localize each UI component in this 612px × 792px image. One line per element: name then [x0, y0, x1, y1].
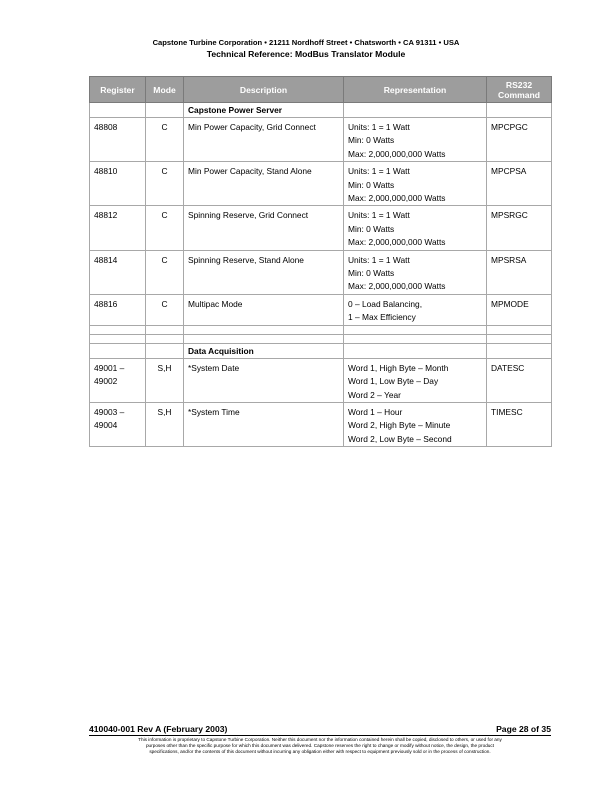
table-row: [90, 250, 552, 294]
cell-line: Word 2, High Byte – Minute: [348, 420, 451, 431]
command-cell: DATESC: [487, 358, 552, 402]
column-header-rs232-command: [487, 77, 552, 103]
cell-line: Units: 1 = 1 Watt: [348, 210, 410, 221]
proprietary-notice: [89, 737, 551, 756]
cell-line: 48814: [94, 254, 118, 265]
description-cell: Min Power Capacity, Grid Connect: [184, 118, 344, 162]
notice-line: This information is proprietary to Capstone Turbine Corporation. Neither this document nor the information contained herein shall be copied, disclosed to others, or used for any: [138, 737, 502, 742]
section-row-data-acquisition: [90, 343, 552, 358]
page-number: Page 28 of 35: [496, 724, 551, 734]
table-row: [90, 206, 552, 250]
mode-cell: C: [146, 294, 184, 325]
notice-line: specifications, and/or the contents of this document without incurring any obligation either with respect to equipment previously sold or in the process of construction.: [149, 749, 491, 755]
cell-line: 49003 –: [94, 406, 125, 417]
mode-cell: C: [146, 206, 184, 250]
register-cell: [90, 358, 146, 402]
description-cell: Min Power Capacity, Stand Alone: [184, 162, 344, 206]
mode-cell: S,H: [146, 358, 184, 402]
representation-cell: [344, 358, 487, 402]
table-row: [90, 118, 552, 162]
section-row-capstone-power-server: [90, 103, 552, 118]
cell-line: Max: 2,000,000,000 Watts: [348, 193, 446, 204]
cell-line: Word 2, Low Byte – Second: [348, 433, 452, 444]
cell-line: Word 1, Low Byte – Day: [348, 376, 439, 387]
table-row: [90, 162, 552, 206]
description-cell: Spinning Reserve, Grid Connect: [184, 206, 344, 250]
mode-cell: C: [146, 118, 184, 162]
description-cell: Multipac Mode: [184, 294, 344, 325]
section-title: Data Acquisition: [184, 343, 344, 358]
description-cell: *System Date: [184, 358, 344, 402]
blank-row: [90, 334, 552, 343]
mode-cell: S,H: [146, 402, 184, 446]
command-cell: MPSRGC: [487, 206, 552, 250]
column-header-register: Register: [90, 77, 146, 103]
representation-cell: [344, 162, 487, 206]
blank-row: [90, 325, 552, 334]
description-cell: *System Time: [184, 402, 344, 446]
footer-divider: [89, 735, 551, 736]
representation-cell: [344, 402, 487, 446]
cell-line: 48816: [94, 298, 118, 309]
register-cell: [90, 206, 146, 250]
cell-line: 49002: [94, 376, 118, 387]
register-cell: [90, 402, 146, 446]
mode-cell: C: [146, 162, 184, 206]
table-row: [90, 402, 552, 446]
representation-cell: [344, 118, 487, 162]
cell-line: Max: 2,000,000,000 Watts: [348, 237, 446, 248]
column-header-mode: Mode: [146, 77, 184, 103]
command-cell: MPMODE: [487, 294, 552, 325]
cell-line: Min: 0 Watts: [348, 179, 395, 190]
command-label: Command: [497, 89, 541, 100]
cell-line: Min: 0 Watts: [348, 268, 395, 279]
cell-line: Word 1, High Byte – Month: [348, 362, 449, 373]
column-header-description: Description: [184, 77, 344, 103]
register-cell: [90, 294, 146, 325]
representation-cell: [344, 250, 487, 294]
column-header-representation: Representation: [344, 77, 487, 103]
cell-line: 48808: [94, 122, 118, 132]
company-address-header: Capstone Turbine Corporation • 21211 Nordhoff Street • Chatsworth • CA 91311 • USA: [152, 38, 460, 47]
representation-cell: [344, 294, 487, 325]
cell-line: 48810: [94, 166, 118, 177]
cell-line: Max: 2,000,000,000 Watts: [348, 281, 446, 292]
footer-bar: [89, 724, 551, 734]
cell-line: Word 1 – Hour: [348, 406, 403, 417]
cell-line: 1 – Max Efficiency: [348, 312, 416, 323]
rs232-label: RS232: [505, 79, 533, 90]
command-cell: TIMESC: [487, 402, 552, 446]
section-title: Capstone Power Server: [184, 103, 344, 118]
cell-line: Units: 1 = 1 Watt: [348, 166, 410, 177]
command-cell: MPCPGC: [487, 118, 552, 162]
cell-line: 48812: [94, 210, 118, 221]
cell-line: 49001 –: [94, 362, 125, 373]
command-cell: MPSRSA: [487, 250, 552, 294]
cell-line: Word 2 – Year: [348, 389, 401, 400]
table-header-row: [90, 77, 552, 103]
table-row: [90, 358, 552, 402]
mode-cell: C: [146, 250, 184, 294]
cell-line: Min: 0 Watts: [348, 135, 395, 146]
cell-line: 49004: [94, 420, 118, 431]
representation-cell: [344, 206, 487, 250]
modbus-register-table: [89, 76, 552, 447]
register-cell: [90, 250, 146, 294]
description-cell: Spinning Reserve, Stand Alone: [184, 250, 344, 294]
cell-line: Min: 0 Watts: [348, 223, 395, 234]
register-cell: [90, 118, 146, 162]
cell-line: Max: 2,000,000,000 Watts: [348, 148, 446, 159]
table-row: [90, 294, 552, 325]
notice-line: purposes other than the specific purpose for which this document was delivered. Capstone reserves the right to change or modify without notice, the design, the product: [145, 743, 495, 749]
register-cell: [90, 162, 146, 206]
cell-line: 0 – Load Balancing,: [348, 298, 423, 309]
cell-line: Units: 1 = 1 Watt: [348, 122, 410, 132]
document-title: Technical Reference: ModBus Translator Module: [206, 49, 406, 59]
cell-line: Units: 1 = 1 Watt: [348, 254, 410, 265]
document-revision: 410040-001 Rev A (February 2003): [89, 724, 228, 734]
command-cell: MPCPSA: [487, 162, 552, 206]
